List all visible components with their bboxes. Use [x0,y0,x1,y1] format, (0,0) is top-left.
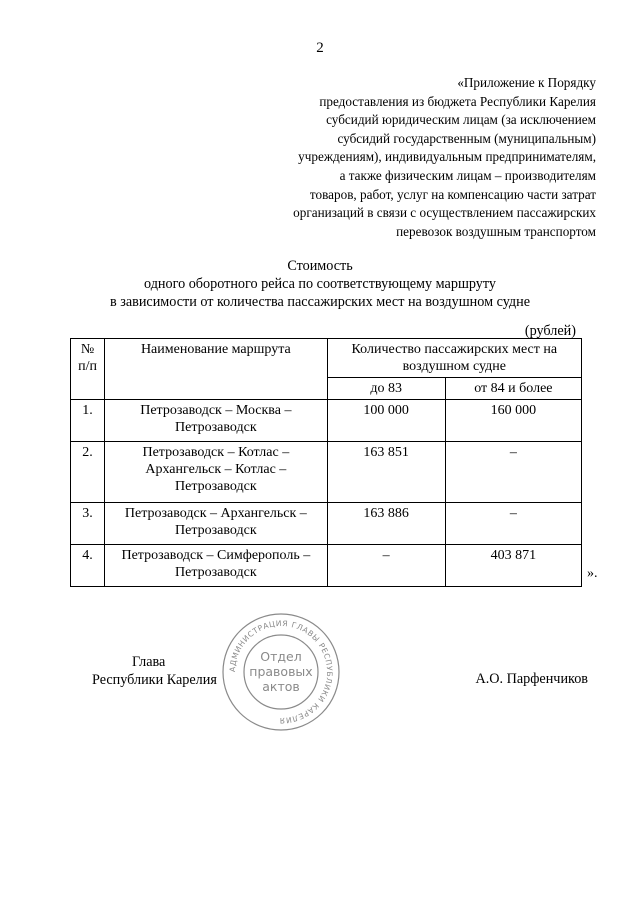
appendix-line: субсидий государственным (муниципальным) [337,130,596,146]
appendix-line: организаций в связи с осуществлением пассажирских [293,205,596,221]
row-number: 4. [71,545,105,587]
table-row [71,442,582,503]
cost-table [70,338,582,587]
stamp-seal [220,611,342,733]
row-number: 1. [71,400,105,442]
page-number: 2 [316,40,324,56]
table-row [71,503,582,545]
table-row [71,400,582,442]
signer-name: А.О. Парфенчиков [475,671,588,687]
row-cost-from-84: – [445,503,581,545]
row-cost-from-84: 403 871 [445,545,581,587]
appendix-line: товаров, работ, услуг на компенсацию части затрат [309,186,596,202]
row-cost-up-to-83: 163 851 [327,442,445,503]
units-label: (рублей) [524,323,576,339]
row-cost-from-84: 160 000 [445,400,581,442]
appendix-heading [256,74,596,241]
row-cost-up-to-83: 163 886 [327,503,445,545]
appendix-line: «Приложение к Порядку [457,75,596,90]
appendix-line: а также физическим лицам – производителям [339,167,596,183]
appendix-line: перевозок воздушным транспортом [396,223,596,239]
header-seats-up-to: до 83 [327,378,445,400]
row-route: Петрозаводск – Симферополь – Петрозаводск [105,545,328,587]
row-number: 2. [71,442,105,503]
row-route: Петрозаводск – Москва – Петрозаводск [105,400,328,442]
row-cost-from-84: – [445,442,581,503]
document-title [0,257,640,311]
header-seats: Количество пассажирских мест на воздушном судне [327,339,581,378]
header-route: Наименование маршрута [105,339,328,400]
table-header-row [71,339,582,378]
header-seats-from: от 84 и более [445,378,581,400]
signer-title-line: Глава [132,654,166,670]
title-line: в зависимости от количества пассажирских мест на воздушном судне [109,294,531,310]
table-row [71,545,582,587]
row-route: Петрозаводск – Котлас – Архангельск – Котлас – Петрозаводск [105,442,328,503]
appendix-line: учреждениям), индивидуальным предпринимателям, [298,149,596,165]
stamp-center-line: Отдел [260,649,302,664]
header-number: № п/п [71,339,105,400]
signer-title-line: Республики Карелия [92,672,217,688]
row-cost-up-to-83: – [327,545,445,587]
row-cost-up-to-83: 100 000 [327,400,445,442]
stamp-center-line: правовых [249,664,313,679]
appendix-line: субсидий юридическим лицам (за исключением [326,112,596,128]
row-number: 3. [71,503,105,545]
appendix-line: предоставления из бюджета Республики Карелия [319,93,596,109]
closing-quote: ». [587,566,598,581]
title-line: одного оборотного рейса по соответствующему маршруту [144,276,496,292]
row-route: Петрозаводск – Архангельск – Петрозаводск [105,503,328,545]
stamp-ring-text: АДМИНИСТРАЦИЯ ГЛАВЫ РЕСПУБЛИКИ КАРЕЛИЯ [227,618,335,726]
stamp-center-line: актов [262,679,300,694]
title-line: Стоимость [287,258,353,274]
